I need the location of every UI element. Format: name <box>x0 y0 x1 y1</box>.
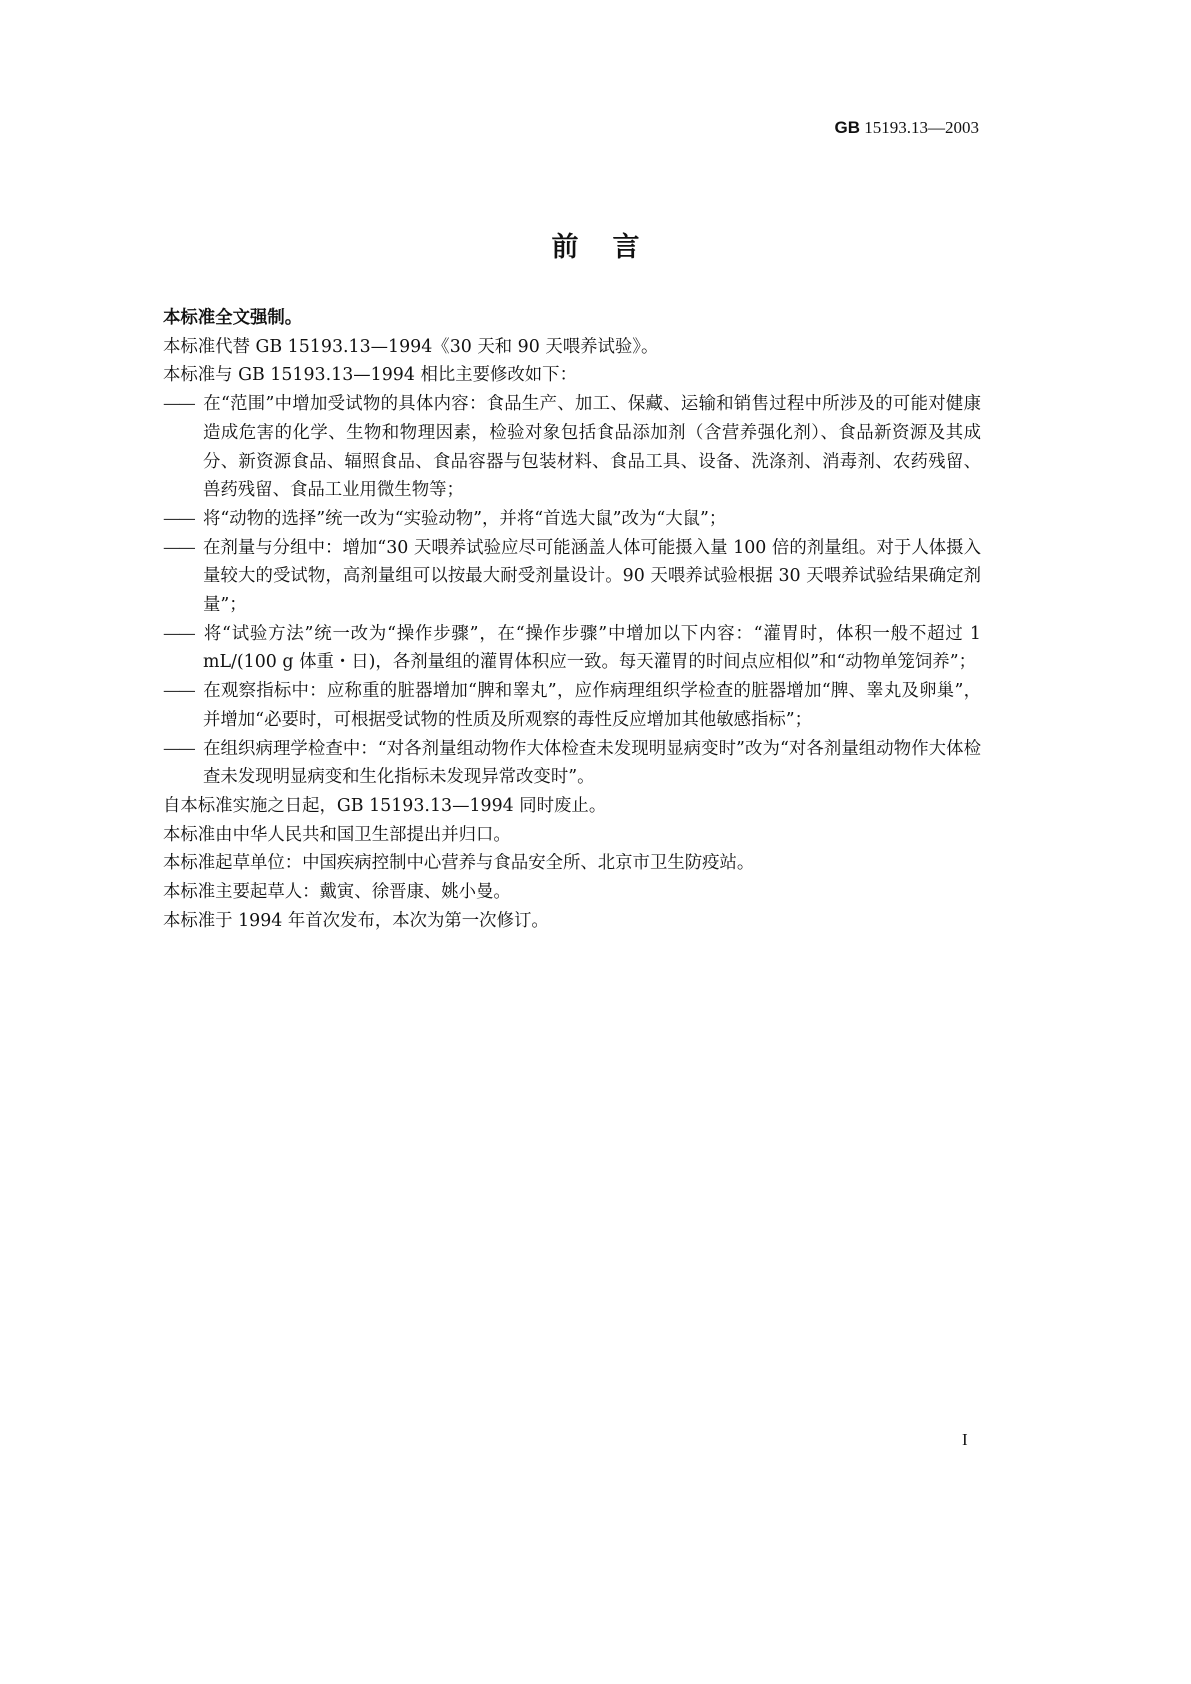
list-item-text: 将“试验方法”统一改为“操作步骤”，在“操作步骤”中增加以下内容：“灌胃时，体积一般不超过 1 mL/(100 g 体重・日)，各剂量组的灌胃体积应一致。每天灌胃的时间点应相似”和“动物单笼饲养”； <box>203 623 981 673</box>
document-body <box>163 304 981 935</box>
dash-marker: —— <box>163 537 194 558</box>
paragraph: 本标准起草单位：中国疾病控制中心营养与食品安全所、北京市卫生防疫站。 <box>163 853 755 874</box>
list-item <box>163 390 981 505</box>
standard-code-number: 15193.13—2003 <box>864 118 979 137</box>
list-item-text: 在组织病理学检查中：“对各剂量组动物作大体检查未发现明显病变时”改为“对各剂量组动物作大体检查未发现明显病变和生化指标未发现异常改变时”。 <box>203 738 981 788</box>
paragraph: 本标准由中华人民共和国卫生部提出并归口。 <box>163 824 511 845</box>
dash-marker: —— <box>163 681 194 702</box>
dash-marker: —— <box>163 738 194 759</box>
page-number: I <box>962 1430 968 1449</box>
paragraph: 本标准于 1994 年首次发布，本次为第一次修订。 <box>163 910 549 931</box>
list-item <box>163 735 981 792</box>
dash-marker: —— <box>163 623 194 644</box>
standard-code-prefix: GB <box>834 118 860 137</box>
list-item-text: 在剂量与分组中：增加“30 天喂养试验应尽可能涵盖人体可能摄入量 100 倍的剂量组。对于人体摄入量较大的受试物，高剂量组可以按最大耐受剂量设计。90 天喂养试验根据 30 天喂养试验结果确定剂量”； <box>203 537 981 616</box>
page-title: 前言 <box>551 232 674 263</box>
list-item-text: 在观察指标中：应称重的脏器增加“脾和睾丸”，应作病理组织学检查的脏器增加“脾、睾丸及卵巢”，并增加“必要时，可根据受试物的性质及所观察的毒性反应增加其他敏感指标”； <box>203 681 981 730</box>
standard-code <box>835 118 980 138</box>
paragraph: 本标准全文强制。 <box>163 308 303 328</box>
dash-marker: —— <box>163 394 194 415</box>
paragraph: 本标准代替 GB 15193.13—1994《30 天和 90 天喂养试验》。 <box>163 336 659 357</box>
list-item-text: 将“动物的选择”统一改为“实验动物”，并将“首选大鼠”改为“大鼠”； <box>203 508 727 529</box>
paragraph: 自本标准实施之日起，GB 15193.13—1994 同时废止。 <box>163 795 607 816</box>
list-item <box>163 620 981 677</box>
list-item-text: 在“范围”中增加受试物的具体内容：食品生产、加工、保藏、运输和销售过程中所涉及的可能对健康造成危害的化学、生物和物理因素，检验对象包括食品添加剂（含营养强化剂）、食品新资源及其成分、新资源食品、辐照食品、食品容器与包装材料、食品工具、设备、洗涤剂、消毒剂、农药残留、兽药残留、食品工业用微生物等； <box>203 394 981 501</box>
list-item <box>163 534 981 620</box>
paragraph: 本标准与 GB 15193.13—1994 相比主要修改如下： <box>163 365 577 386</box>
list-item <box>163 677 981 734</box>
dash-marker: —— <box>163 508 194 529</box>
list-item <box>163 505 981 534</box>
paragraph: 本标准主要起草人：戴寅、徐晋康、姚小曼。 <box>163 882 511 903</box>
